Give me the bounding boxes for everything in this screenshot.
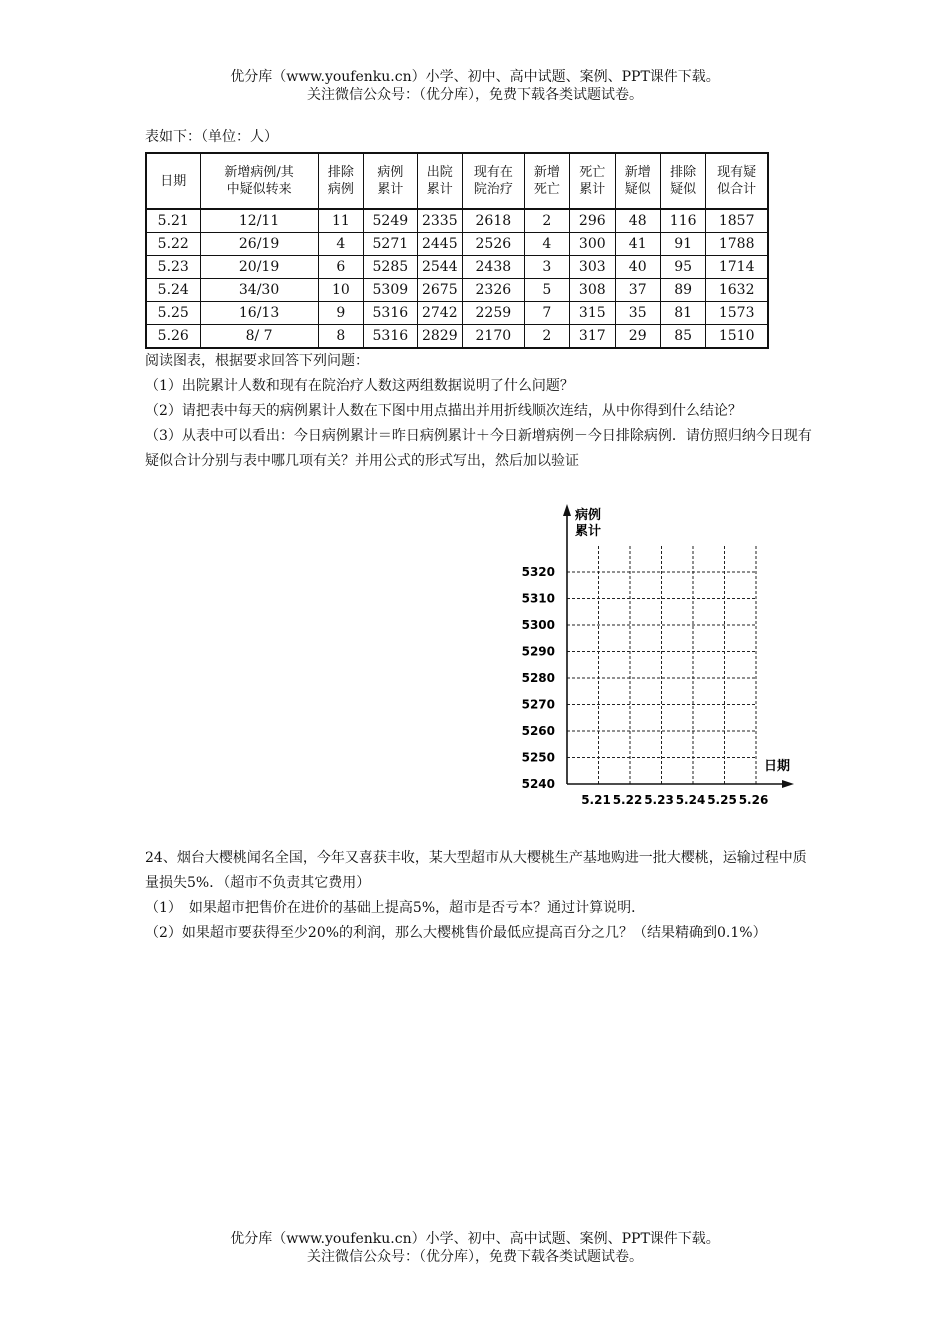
y-tick-label: 5300 bbox=[521, 618, 555, 632]
table-cell: 2675 bbox=[417, 279, 462, 302]
table-cell: 5 bbox=[524, 279, 569, 302]
y-tick-label: 5320 bbox=[521, 565, 555, 579]
table-cell: 5309 bbox=[364, 279, 418, 302]
table-header-cell: 病例 累计 bbox=[364, 153, 418, 209]
table-cell: 8/ 7 bbox=[200, 325, 318, 349]
table-cell: 5.24 bbox=[146, 279, 200, 302]
table-cell: 40 bbox=[615, 256, 660, 279]
table-cell: 5316 bbox=[364, 302, 418, 325]
table-body bbox=[146, 209, 768, 348]
case-cumulative-chart bbox=[500, 500, 810, 810]
table-header-row bbox=[146, 153, 768, 209]
table-cell: 5.23 bbox=[146, 256, 200, 279]
table-header-cell: 排除 疑似 bbox=[660, 153, 705, 209]
question-1: （1）出院累计人数和现有在院治疗人数这两组数据说明了什么问题？ bbox=[145, 378, 574, 394]
table-cell: 89 bbox=[660, 279, 705, 302]
header-line-1: 优分库（www.youfenku.cn）小学、初中、高中试题、案例、PPT课件下载。 bbox=[230, 69, 720, 85]
table-cell: 1573 bbox=[706, 302, 768, 325]
y-axis-arrow bbox=[563, 504, 571, 516]
table-cell: 296 bbox=[570, 209, 615, 233]
table-header-cell: 排除 病例 bbox=[318, 153, 363, 209]
table-cell: 85 bbox=[660, 325, 705, 349]
table-cell: 35 bbox=[615, 302, 660, 325]
table-cell: 6 bbox=[318, 256, 363, 279]
table-cell: 2829 bbox=[417, 325, 462, 349]
table-cell: 300 bbox=[570, 233, 615, 256]
y-tick-label: 5290 bbox=[521, 644, 555, 659]
y-tick-label: 5240 bbox=[521, 777, 555, 791]
table-cell: 95 bbox=[660, 256, 705, 279]
x-tick-label: 5.24 bbox=[675, 793, 706, 807]
question-2: （2）请把表中每天的病例累计人数在下图中用点描出并用折线顺次连结，从中你得到什么结论？ bbox=[145, 403, 742, 419]
table-cell: 2526 bbox=[463, 233, 525, 256]
table-cell: 1632 bbox=[706, 279, 768, 302]
table-cell: 41 bbox=[615, 233, 660, 256]
table-cell: 5.21 bbox=[146, 209, 200, 233]
table-cell: 5.22 bbox=[146, 233, 200, 256]
table-cell: 7 bbox=[524, 302, 569, 325]
table-header-cell: 日期 bbox=[146, 153, 200, 209]
table-intro: 表如下：（单位：人） bbox=[145, 129, 278, 145]
table-cell: 1714 bbox=[706, 256, 768, 279]
x-tick-label: 5.23 bbox=[644, 793, 674, 807]
table-cell: 1788 bbox=[706, 233, 768, 256]
problem-24-q2: （2）如果超市要获得至少20%的利润，那么大樱桃售价最低应提高百分之几？（结果精确到0.1%） bbox=[145, 925, 767, 941]
table-cell: 5.26 bbox=[146, 325, 200, 349]
table-cell: 5285 bbox=[364, 256, 418, 279]
table-cell: 4 bbox=[318, 233, 363, 256]
table-cell: 2438 bbox=[463, 256, 525, 279]
table-cell: 3 bbox=[524, 256, 569, 279]
table-header-cell: 现有在 院治疗 bbox=[463, 153, 525, 209]
x-tick-label: 5.26 bbox=[738, 793, 769, 807]
table-cell: 4 bbox=[524, 233, 569, 256]
table-cell: 315 bbox=[570, 302, 615, 325]
table-cell: 10 bbox=[318, 279, 363, 302]
table-cell: 16/13 bbox=[200, 302, 318, 325]
table-cell: 1510 bbox=[706, 325, 768, 349]
table-row bbox=[146, 279, 768, 302]
table-cell: 8 bbox=[318, 325, 363, 349]
table-cell: 2259 bbox=[463, 302, 525, 325]
table-cell: 5271 bbox=[364, 233, 418, 256]
table-cell: 2 bbox=[524, 325, 569, 349]
table-cell: 81 bbox=[660, 302, 705, 325]
table-cell: 26/19 bbox=[200, 233, 318, 256]
problem-24 bbox=[145, 846, 813, 946]
y-tick-label: 5310 bbox=[521, 591, 555, 606]
table-header-cell: 现有疑 似合计 bbox=[706, 153, 768, 209]
table-cell: 12/11 bbox=[200, 209, 318, 233]
table-cell: 2326 bbox=[463, 279, 525, 302]
footer-line-2: 关注微信公众号：（优分库），免费下载各类试题试卷。 bbox=[307, 1249, 643, 1265]
table-cell: 91 bbox=[660, 233, 705, 256]
problem-24-stem: 24、烟台大樱桃闻名全国，今年又喜获丰收，某大型超市从大樱桃生产基地购进一批大樱桃，运输过程中质量损失5%．（超市不负责其它费用） bbox=[145, 850, 807, 891]
y-tick-label: 5250 bbox=[521, 750, 555, 765]
table-header-cell: 新增病例/其 中疑似转来 bbox=[200, 153, 318, 209]
question-3: （3）从表中可以看出：今日病例累计＝昨日病例累计＋今日新增病例－今日排除病例．请仿照归纳今日现有疑似合计分别与表中哪几项有关？并用公式的形式写出，然后加以验证 bbox=[145, 428, 812, 469]
questions bbox=[145, 349, 813, 474]
x-tick-label: 5.21 bbox=[581, 793, 611, 807]
table-cell: 2 bbox=[524, 209, 569, 233]
table-cell: 2742 bbox=[417, 302, 462, 325]
table-cell: 317 bbox=[570, 325, 615, 349]
header-line-2: 关注微信公众号：（优分库），免费下载各类试题试卷。 bbox=[307, 87, 643, 103]
epidemic-data-table bbox=[145, 152, 769, 349]
x-axis-label: 日期 bbox=[764, 759, 791, 774]
table-cell: 2170 bbox=[463, 325, 525, 349]
table-cell: 116 bbox=[660, 209, 705, 233]
table-cell: 2445 bbox=[417, 233, 462, 256]
table-cell: 308 bbox=[570, 279, 615, 302]
x-axis-arrow bbox=[782, 780, 794, 788]
table-header-cell: 出院 累计 bbox=[417, 153, 462, 209]
table-cell: 11 bbox=[318, 209, 363, 233]
table-cell: 2618 bbox=[463, 209, 525, 233]
y-tick-label: 5260 bbox=[521, 724, 555, 738]
table-cell: 5316 bbox=[364, 325, 418, 349]
x-tick-label: 5.25 bbox=[707, 793, 737, 807]
page-header bbox=[0, 68, 950, 104]
y-axis-label: 病例 bbox=[575, 508, 602, 523]
table-cell: 48 bbox=[615, 209, 660, 233]
table-cell: 34/30 bbox=[200, 279, 318, 302]
table-row bbox=[146, 325, 768, 349]
table-header-cell: 死亡 累计 bbox=[570, 153, 615, 209]
table-row bbox=[146, 209, 768, 233]
page-footer bbox=[0, 1230, 950, 1266]
table-cell: 303 bbox=[570, 256, 615, 279]
footer-line-1: 优分库（www.youfenku.cn）小学、初中、高中试题、案例、PPT课件下载。 bbox=[230, 1231, 720, 1247]
x-tick-label: 5.22 bbox=[612, 793, 643, 807]
table-row bbox=[146, 256, 768, 279]
table-cell: 1857 bbox=[706, 209, 768, 233]
table-cell: 9 bbox=[318, 302, 363, 325]
table-cell: 29 bbox=[615, 325, 660, 349]
table-header-cell: 新增 死亡 bbox=[524, 153, 569, 209]
table-cell: 2335 bbox=[417, 209, 462, 233]
table-cell: 2544 bbox=[417, 256, 462, 279]
table-cell: 5249 bbox=[364, 209, 418, 233]
y-tick-label: 5280 bbox=[521, 671, 555, 685]
questions-intro: 阅读图表，根据要求回答下列问题： bbox=[145, 353, 369, 369]
table-cell: 20/19 bbox=[200, 256, 318, 279]
problem-24-q1: （1） 如果超市把售价在进价的基础上提高5%，超市是否亏本？通过计算说明． bbox=[145, 900, 646, 916]
table-row bbox=[146, 302, 768, 325]
table-cell: 5.25 bbox=[146, 302, 200, 325]
y-tick-label: 5270 bbox=[521, 697, 555, 712]
table-header-cell: 新增 疑似 bbox=[615, 153, 660, 209]
table-cell: 37 bbox=[615, 279, 660, 302]
table-row bbox=[146, 233, 768, 256]
y-axis-label: 累计 bbox=[575, 524, 602, 539]
